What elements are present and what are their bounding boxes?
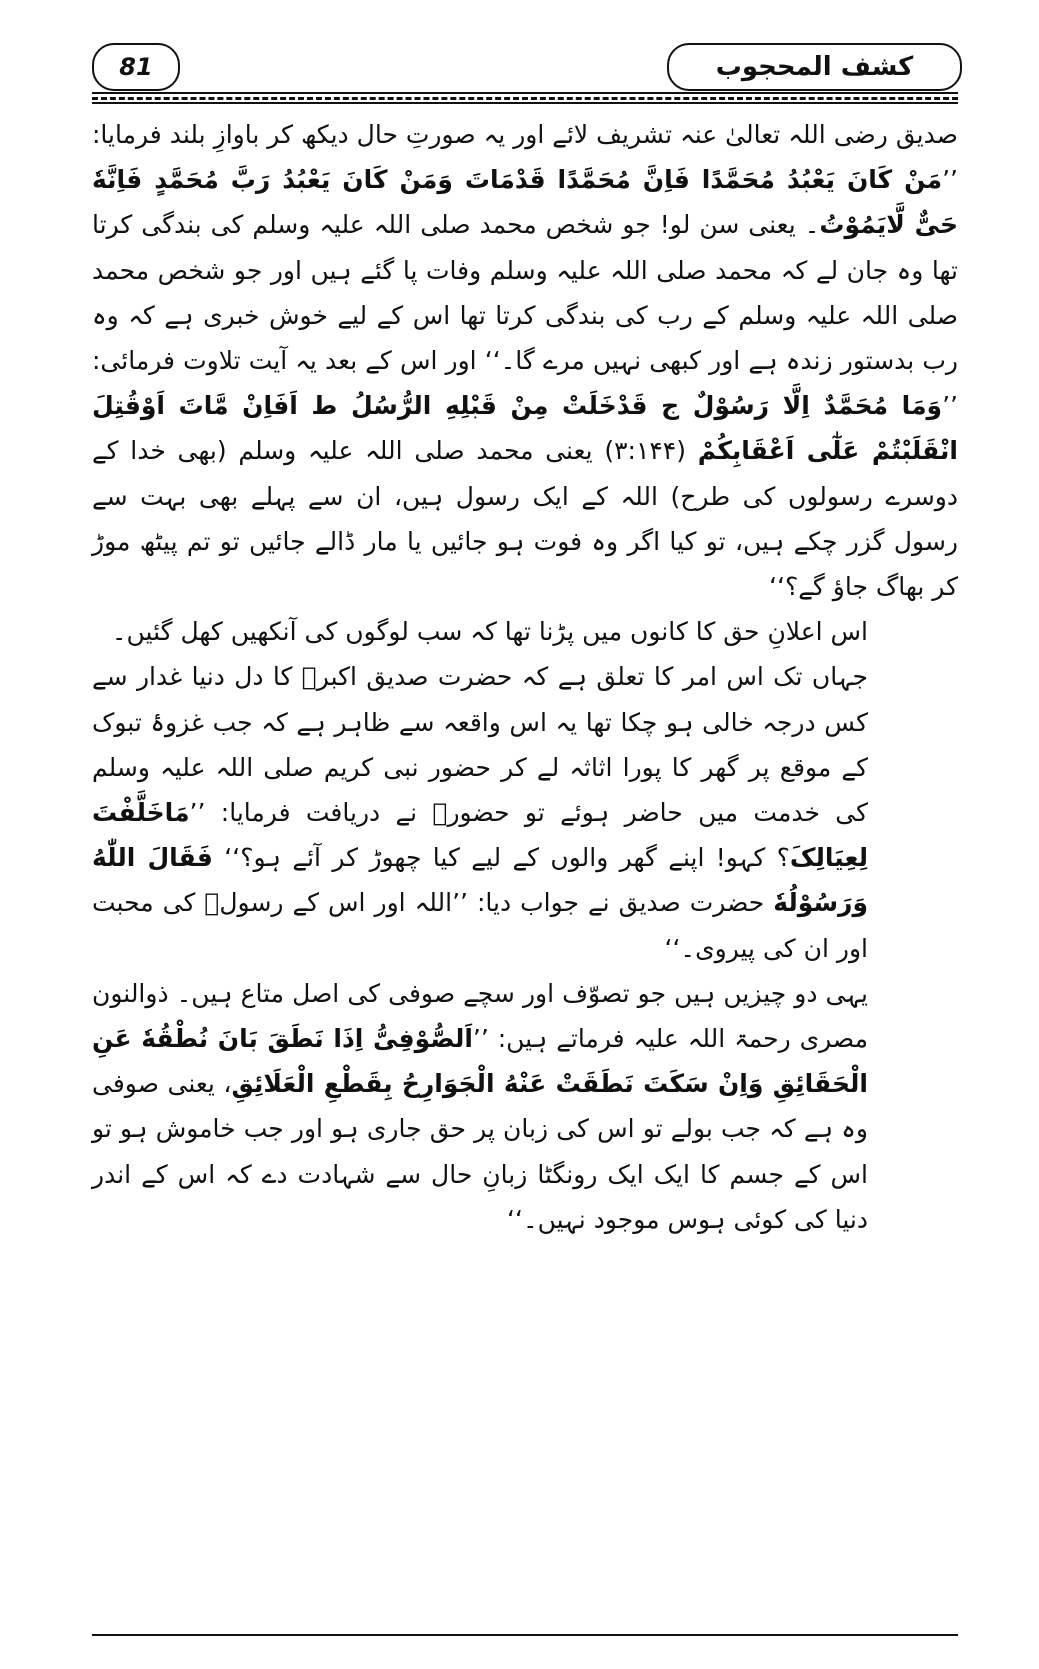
paragraph-p4	[92, 971, 958, 1242]
urdu-text: یہی دو چیزیں ہیں جو تصوّف اور سچے صوفی کی اصل متاع ہیں۔ ذوالنون مصری رحمۃ اللہ علیہ فرماتے ہیں: ’’	[92, 978, 869, 1054]
urdu-text: ؟ کہو! اپنے گھر والوں کے لیے کیا چھوڑ کر آئے ہو؟‘‘	[212, 843, 790, 873]
arabic-quote: مَاخَلَّفْتَ لِعِیَالِکَ	[92, 798, 868, 873]
urdu-text: صدیق رضی اللہ تعالیٰ عنہ تشریف لائے اور یہ صورتِ حال دیکھ کر باوازِ بلند فرمایا: ’’	[92, 120, 958, 195]
urdu-text: ۔ یعنی سن لو! جو شخص محمد صلی اللہ علیہ وسلم کی بندگی کرتا تھا وہ جان لے کہ محمد صلی اللہ علیہ وسلم وفات پا گئے ہیں اور جو شخص محمد صلی اللہ علیہ وسلم کے رب کی بندگی کرتا تھا اس کے لیے خوش خبری ہے کہ وہ رب بدستور زندہ ہے اور کبھی نہیں مرے گا۔‘‘ اور اس کے بعد یہ آیت تلاوت فرمائی: ’’	[92, 210, 958, 421]
arabic-quote: وَمَا مُحَمَّدٌ اِلَّا رَسُوْلٌ ج قَدْخَلَتْ مِنْ قَبْلِهِ الرُّسُلُ ط اَفَاِنْ مَّاتَ اَوْقُتِلَ انْقَلَبْتُمْ عَلٰٓی اَعْقَابِکُمْ	[92, 391, 958, 466]
footer-rule	[92, 1634, 958, 1636]
book-title: کشف المحجوب	[667, 43, 962, 91]
header-rule-dashed	[92, 97, 958, 100]
page-number: 81	[92, 43, 180, 91]
urdu-text: حضرت صدیق نے جواب دیا: ’’اللہ اور اس کے رسولؐ کی محبت اور ان کی پیروی۔‘‘	[92, 888, 868, 963]
arabic-quote: مَنْ کَانَ یَعْبُدُ مُحَمَّدًا فَاِنَّ مُحَمَّدًا قَدْمَاتَ وَمَنْ کَانَ یَعْبُدُ رَبَّ مُحَمَّدٍ فَاِنَّهٗ حَیٌّ لَّایَمُوْتُ	[92, 165, 958, 240]
paragraph-p2	[92, 609, 958, 654]
body-text	[92, 112, 958, 1242]
urdu-text: جہاں تک اس امر کا تعلق ہے کہ حضرت صدیق اکبرؓ کا دل دنیا غدار سے کس درجہ خالی ہو چکا تھا یہ اس واقعہ سے ظاہر ہے کہ جب غزوۂ تبوک کے موقع پر گھر کا پورا اثاثہ لے کر حضور نبی کریم صلی اللہ علیہ وسلم کی خدمت میں حاضر ہوئے تو حضورؐ نے دریافت فرمایا: ’’	[92, 662, 868, 828]
arabic-quote: فَقَالَ اللّٰهُ وَرَسُوْلُهٗ	[92, 843, 868, 918]
urdu-text: اس اعلانِ حق کا کانوں میں پڑنا تھا کہ سب لوگوں کی آنکھیں کھل گئیں۔	[111, 617, 868, 647]
arabic-quote: اَلصُّوْفِیُّ اِذَا نَطَقَ بَانَ نُطْقُهٗ عَنِ الْحَقَائِقِ وَاِنْ سَکَتَ نَطَقَتْ عَنْهُ الْجَوَارِحُ بِقَطْعِ الْعَلَائِقِ	[92, 1024, 868, 1099]
paragraph-p3	[92, 654, 958, 970]
paragraph-p1	[92, 112, 958, 609]
header-rule-top	[92, 92, 958, 94]
urdu-text: (۳:۱۴۴) یعنی محمد صلی اللہ علیہ وسلم (بھی خدا کے دوسرے رسولوں کی طرح) اللہ کے ایک رسول ہیں، ان سے پہلے بھی بہت سے رسول گزر چکے ہیں، تو کیا اگر وہ فوت ہو جائیں یا مار ڈالے جائیں تو تم پیٹھ موڑ کر بھاگ جاؤ گے؟‘‘	[92, 436, 958, 602]
header-rule-bottom	[92, 102, 958, 104]
urdu-text: ، یعنی صوفی وہ ہے کہ جب بولے تو اس کی زبان پر حق جاری ہو اور جب خاموش ہو تو اس کے جسم کا ایک ایک رونگٹا زبانِ حال سے شہادت دے کہ اس کے اندر دنیا کی کوئی ہوس موجود نہیں۔‘‘	[92, 1069, 868, 1234]
